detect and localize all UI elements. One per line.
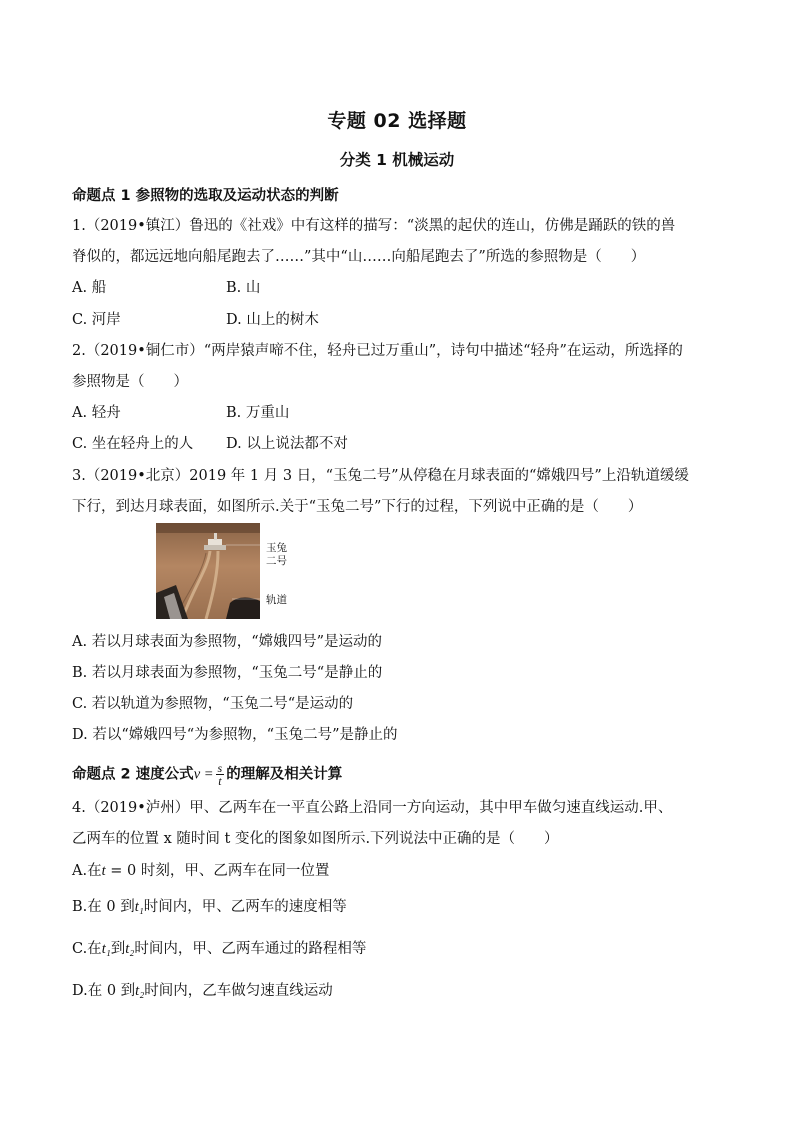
q4-option-b-text: 时间内，甲、乙两车的速度相等 (143, 899, 347, 915)
q2-option-c: C. 坐在轻舟上的人 (72, 436, 194, 452)
q2-stem-line-2: 参照物是（ ） (72, 374, 188, 390)
formula-numerator: s (217, 761, 223, 775)
q4-option-d-text: 时间内，乙车做匀速直线运动 (144, 983, 333, 999)
section-heading-2-suffix: 的理解及相关计算 (226, 766, 343, 783)
formula-lhs: v = (193, 766, 214, 783)
q4-option-a-text: = 0 时刻，甲、乙两车在同一位置 (105, 863, 330, 879)
q1-option-d: D. 山上的树木 (226, 312, 319, 328)
q1-option-b: B. 山 (226, 280, 261, 296)
page-title: 专题 02 选择题 (327, 110, 467, 132)
q1-option-a: A. 船 (72, 280, 107, 296)
q2-option-b: B. 万重山 (226, 405, 290, 421)
q1-stem-line-1: 1.（2019•镇江）鲁迅的《社戏》中有这样的描写：“淡黑的起伏的连山，仿佛是踊跃的铁的兽 (72, 218, 676, 234)
q4-option-b (72, 897, 347, 917)
formula-denominator: t (218, 774, 222, 788)
q1-option-c: C. 河岸 (72, 312, 121, 328)
q4-option-c-prefix: C.在 (72, 941, 102, 957)
q3-option-c: C. 若以轨道为参照物，“玉兔二号“是运动的 (72, 696, 354, 712)
figure-label-rover-1: 玉兔 (266, 542, 287, 554)
page-subtitle: 分类 1 机械运动 (339, 151, 455, 169)
q3-option-d: D. 若以“嫦娥四号“为参照物，“玉兔二号”是静止的 (72, 727, 398, 743)
formula-fraction (216, 762, 225, 787)
q4-option-b-prefix: B.在 0 到 (72, 899, 135, 915)
q4-stem-line-1: 4.（2019•泸州）甲、乙两车在一平直公路上沿同一方向运动，其中甲车做匀速直线运动.甲、 (72, 800, 673, 816)
q4-option-c-var-1: t₁ (101, 941, 111, 957)
q4-option-c-var-2: t₂ (125, 941, 135, 957)
lunar-rover-photo (156, 523, 260, 619)
q4-option-b-var: t₁ (134, 899, 144, 915)
q4-option-a-prefix: A.在 (72, 863, 102, 879)
q2-option-a: A. 轻舟 (72, 405, 121, 421)
section-heading-2 (72, 762, 342, 787)
q4-option-c-text: 时间内，甲、乙两车通过的路程相等 (134, 941, 367, 957)
q4-option-a (72, 861, 329, 881)
q1-stem-line-2: 脊似的，都远远地向船尾跑去了……”其中“山……向船尾跑去了”所选的参照物是（ ） (72, 249, 646, 265)
q3-option-b: B. 若以月球表面为参照物，“玉兔二号“是静止的 (72, 665, 383, 681)
q4-option-d-prefix: D.在 0 到 (72, 983, 136, 999)
q3-stem-line-1: 3.（2019•北京）2019 年 1 月 3 日，“玉兔二号”从停稳在月球表面的“嫦娥四号”上沿轨道缓缓 (72, 468, 689, 484)
figure-label-rover-2: 二号 (266, 555, 287, 567)
section-heading-1: 命题点 1 参照物的选取及运动状态的判断 (72, 188, 339, 204)
q4-option-a-var: t (101, 863, 106, 879)
q3-stem-line-2: 下行，到达月球表面，如图所示.关于“玉兔二号”下行的过程，下列说中正确的是（ ） (72, 499, 643, 515)
q4-option-c-mid: 到 (110, 941, 126, 957)
figure-label-track: 轨道 (266, 594, 287, 606)
q4-stem-line-2: 乙两车的位置 x 随时间 t 变化的图象如图所示.下列说法中正确的是（ ） (72, 831, 559, 847)
q2-stem-line-1: 2.（2019•铜仁市）“两岸猿声啼不住，轻舟已过万重山”，诗句中描述“轻舟”在运动，所选择的 (72, 343, 683, 359)
q4-option-d-var: t₂ (135, 983, 145, 999)
q3-option-a: A. 若以月球表面为参照物，“嫦娥四号”是运动的 (72, 634, 383, 650)
q4-option-d (72, 981, 333, 1001)
section-heading-2-prefix: 命题点 2 速度公式 (72, 766, 194, 783)
q2-option-d: D. 以上说法都不对 (226, 436, 348, 452)
q4-option-c (72, 939, 366, 959)
